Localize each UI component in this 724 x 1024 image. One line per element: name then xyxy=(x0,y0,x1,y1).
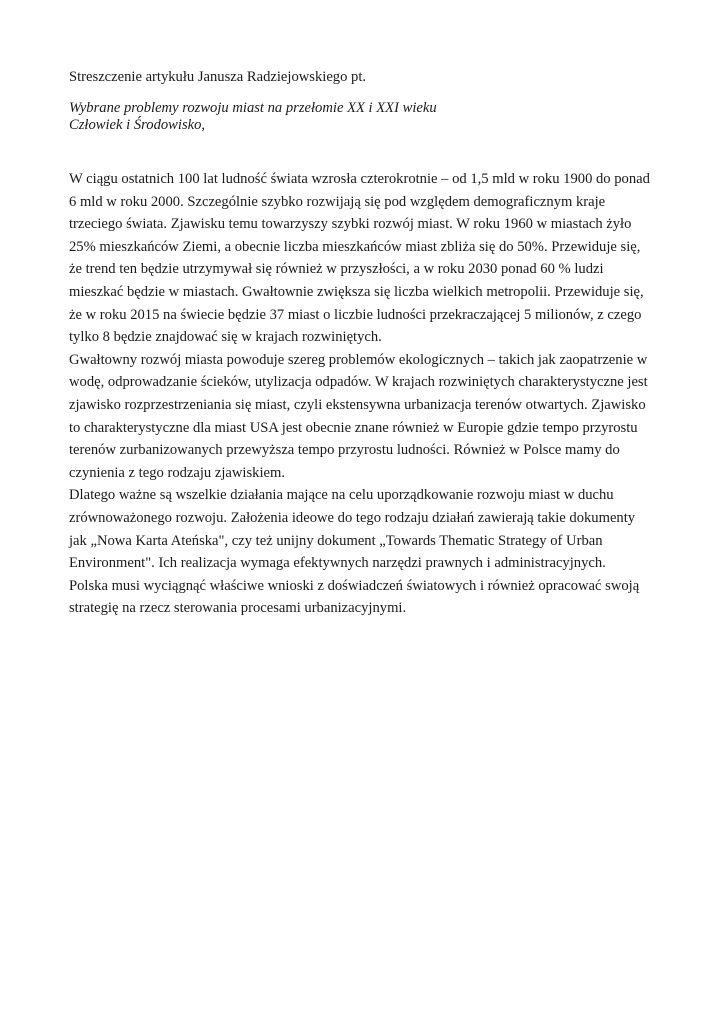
body-line: czynienia z tego rodzaju zjawiskiem. xyxy=(69,464,285,481)
body-line: 25% mieszkańców Ziemi, a obecnie liczba mieszkańców miast zbliża się do 50%. Przewiduje się, xyxy=(69,238,641,255)
body-line: Dlatego ważne są wszelkie działania mające na celu uporządkowanie rozwoju miast w duchu xyxy=(69,487,614,504)
body-line: że w roku 2015 na świecie będzie 37 miast o liczbie ludności przekraczającej 5 milionów, z czego xyxy=(69,306,642,323)
body-line: terenów zurbanizowanych przewyższa tempo przyrostu ludności. Również w Polsce mamy do xyxy=(69,442,620,459)
document-heading: Streszczenie artykułu Janusza Radziejowskiego pt. xyxy=(69,69,367,85)
body-line: trzeciego świata. Zjawisku temu towarzyszy szybki rozwój miast. W roku 1960 w miastach żyło xyxy=(69,216,632,233)
summary-body xyxy=(69,168,659,620)
body-line: zrównoważonego rozwoju. Założenia ideowe do tego rodzaju działań zawierają takie dokumenty xyxy=(69,509,636,526)
body-line: wodę, odprowadzanie ścieków, utylizacja odpadów. W krajach rozwiniętych charakterystyczne jest xyxy=(69,374,648,391)
body-line: 6 mld w roku 2000. Szczególnie szybko rozwijają się pod względem demograficznym kraje xyxy=(69,193,606,210)
body-line: Polska musi wyciągnąć właściwe wnioski z doświadczeń światowych i również opracować swoją xyxy=(69,577,640,594)
article-title-line: Wybrane problemy rozwoju miast na przełomie XX i XXI wieku xyxy=(69,100,437,116)
body-line: mieszkać będzie w miastach. Gwałtownie zwiększa się liczba wielkich metropolii. Przewiduje się, xyxy=(69,283,644,300)
body-line: Environment". Ich realizacja wymaga efektywnych narzędzi prawnych i administracyjnych. xyxy=(69,555,606,572)
body-line: że trend ten będzie utrzymywał się również w przyszłości, a w roku 2030 ponad 60 % ludzi xyxy=(69,261,604,278)
body-line: Gwałtowny rozwój miasta powoduje szereg problemów ekologicznych – takich jak zaopatrzenie w xyxy=(69,351,648,368)
body-line: zjawisko rozprzestrzeniania się miast, czyli ekstensywna urbanizacja terenów otwartych. Zjawisko xyxy=(69,396,646,413)
body-line: strategię na rzecz sterowania procesami urbanizacyjnymi. xyxy=(69,600,407,617)
body-line: to charakterystyczne dla miast USA jest obecnie znane również w Europie gdzie tempo przyrostu xyxy=(69,419,638,436)
body-line: tylko 8 będzie znajdować się w krajach rozwiniętych. xyxy=(69,329,382,346)
article-title xyxy=(69,100,669,134)
body-line: W ciągu ostatnich 100 lat ludność świata wzrosła czterokrotnie – od 1,5 mld w roku 1900 do ponad xyxy=(69,171,650,187)
body-line: jak „Nowa Karta Ateńska", czy też unijny dokument „Towards Thematic Strategy of Urban xyxy=(69,532,603,549)
article-source-line: Człowiek i Środowisko, xyxy=(69,117,206,133)
